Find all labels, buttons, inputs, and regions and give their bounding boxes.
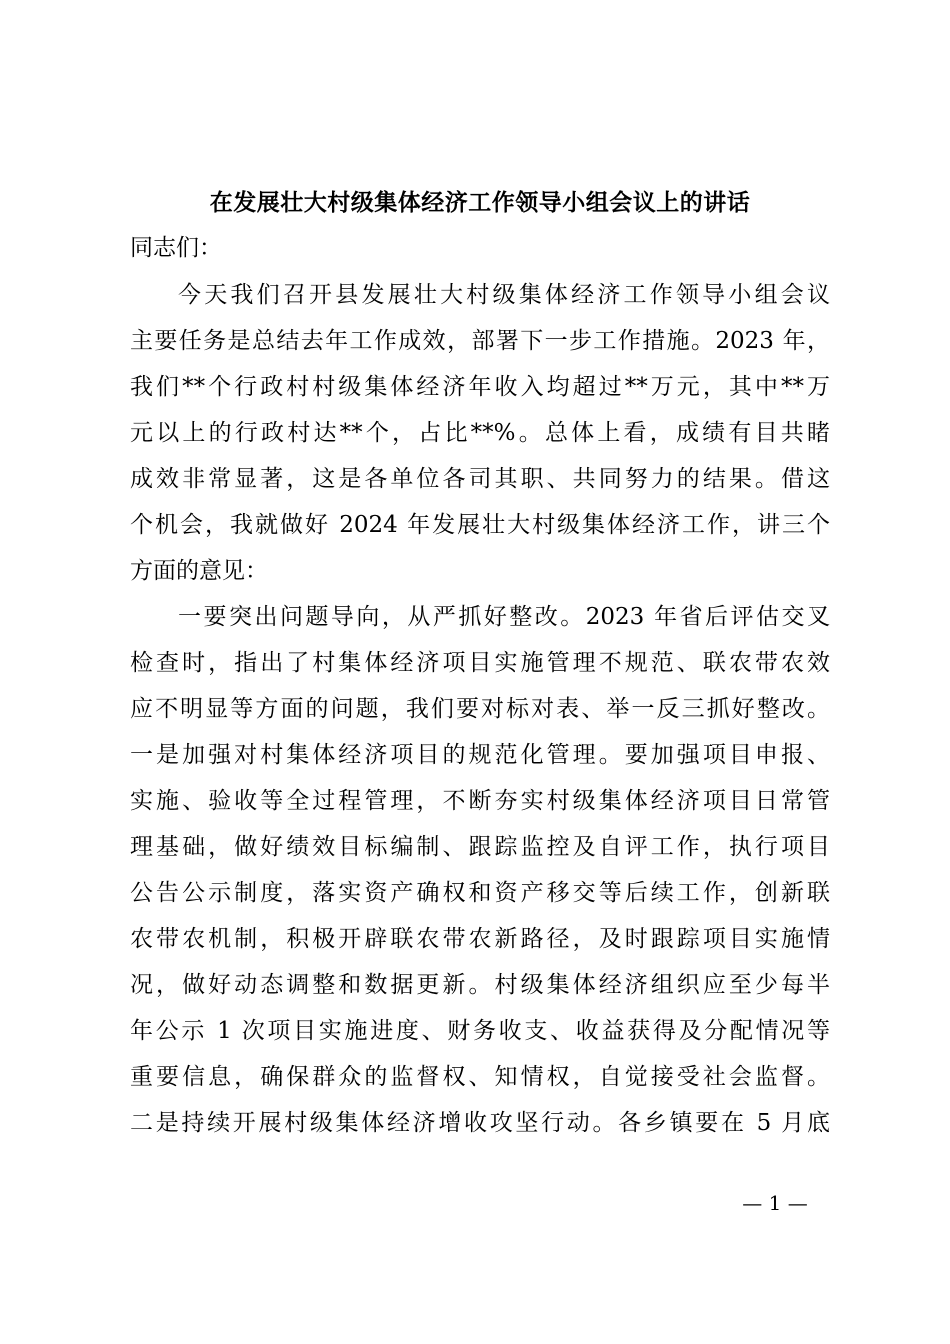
paragraph-line: 农带农机制，积极开辟联农带农新路径，及时跟踪项目实施情: [130, 926, 830, 952]
paragraph-line: 理基础，做好绩效目标编制、跟踪监控及自评工作，执行项目: [130, 834, 830, 860]
paragraph-line: 实施、验收等全过程管理，不断夯实村级集体经济项目日常管: [130, 788, 830, 814]
paragraph-line: 年公示 1 次项目实施进度、财务收支、收益获得及分配情况等: [130, 1018, 830, 1044]
paragraph-line: 公告公示制度，落实资产确权和资产移交等后续工作，创新联: [130, 880, 830, 906]
paragraph-line: 况，做好动态调整和数据更新。村级集体经济组织应至少每半: [130, 972, 830, 998]
paragraph-line: 二是持续开展村级集体经济增收攻坚行动。各乡镇要在 5 月底: [130, 1110, 830, 1136]
paragraph-line: 元以上的行政村达**个，占比**%。总体上看，成绩有目共睹: [130, 420, 830, 446]
paragraph-line: 检查时，指出了村集体经济项目实施管理不规范、联农带农效: [130, 650, 830, 676]
paragraph-line: 成效非常显著，这是各单位各司其职、共同努力的结果。借这: [130, 466, 830, 492]
paragraph-line: 我们**个行政村村级集体经济年收入均超过**万元，其中**万: [130, 374, 830, 400]
paragraph-line: 今天我们召开县发展壮大村级集体经济工作领导小组会议: [178, 282, 830, 308]
salutation: 同志们：: [130, 235, 222, 261]
page-number: — 1 —: [742, 1191, 808, 1215]
paragraph-line: 一是加强对村集体经济项目的规范化管理。要加强项目申报、: [130, 742, 830, 768]
paragraph-line: 主要任务是总结去年工作成效，部署下一步工作措施。2023 年，: [130, 328, 830, 354]
paragraph-line: 一要突出问题导向，从严抓好整改。2023 年省后评估交叉: [178, 604, 830, 630]
document-title: 在发展壮大村级集体经济工作领导小组会议上的讲话: [209, 189, 751, 216]
paragraph-line: 方面的意见：: [130, 558, 268, 584]
paragraph-line: 应不明显等方面的问题，我们要对标对表、举一反三抓好整改。: [130, 696, 830, 722]
paragraph-line: 个机会，我就做好 2024 年发展壮大村级集体经济工作，讲三个: [130, 512, 830, 538]
paragraph-line: 重要信息，确保群众的监督权、知情权，自觉接受社会监督。: [130, 1064, 830, 1090]
